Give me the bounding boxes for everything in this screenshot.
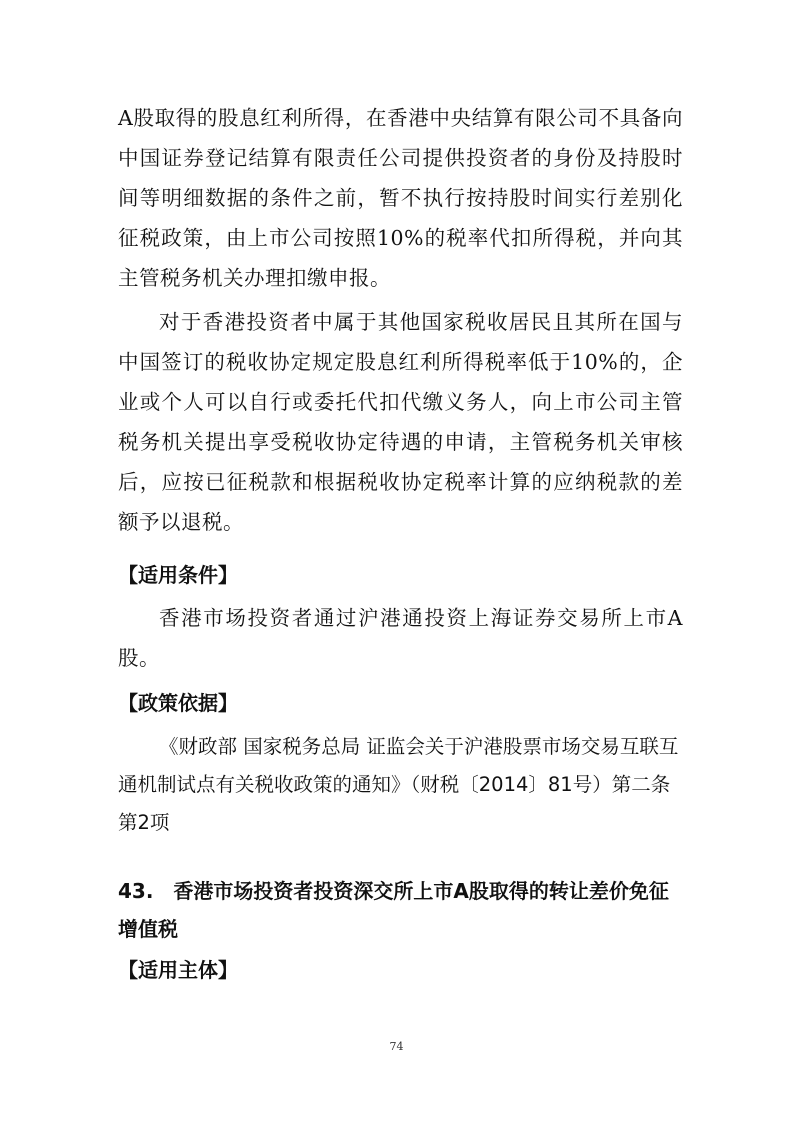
paragraph-treaty-refund: 对于香港投资者中属于其他国家税收居民且其所在国与中国签订的税收协定规定股息红利所得税率低于10%的，企业或个人可以自行或委托代扣代缴义务人，向上市公司主管税务机关提出享受税收协定待遇的申请，主管税务机关审核后，应按已征税款和根据税收协定税率计算的应纳税款的差额予以退税。: [118, 310, 683, 534]
section-43-title: 43. 香港市场投资者投资深交所上市A股取得的转让差价免征增值税: [118, 879, 669, 941]
paragraph-applicable-conditions: 香港市场投资者通过沪港通投资上海证券交易所上市A股。: [118, 606, 683, 670]
heading-applicable-subject: 【适用主体】: [118, 958, 238, 982]
heading-policy-basis: 【政策依据】: [118, 691, 238, 715]
heading-applicable-conditions: 【适用条件】: [118, 563, 238, 587]
paragraph-dividend-withholding: A股取得的股息红利所得，在香港中央结算有限公司不具备向中国证券登记结算有限责任公司提供投资者的身份及持股时间等明细数据的条件之前，暂不执行按持股时间实行差别化征税政策，由上市公司按照10%的税率代扣所得税，并向其主管税务机关办理扣缴申报。: [118, 106, 683, 290]
page-number: 74: [389, 1040, 404, 1053]
paragraph-policy-basis: 《财政部 国家税务总局 证监会关于沪港股票市场交易互联互通机制试点有关税收政策的通知》（财税〔2014〕81号）第二条第2项: [118, 735, 679, 834]
